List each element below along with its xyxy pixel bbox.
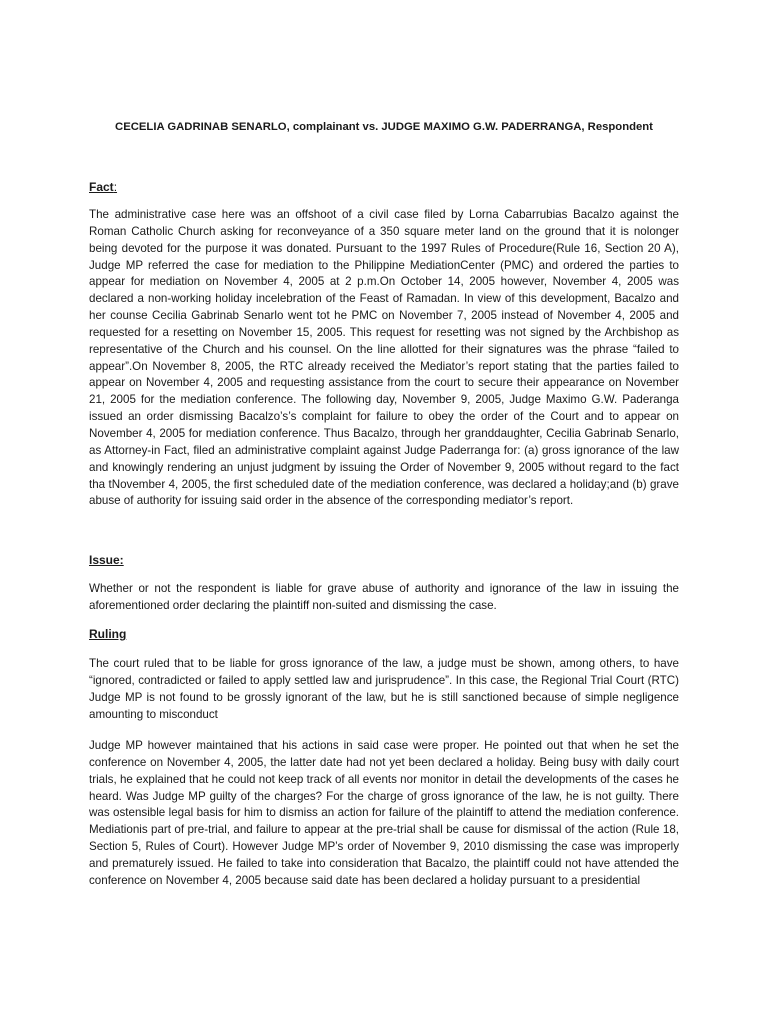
issue-paragraph: Whether or not the respondent is liable for grave abuse of authority and ignorance of the law in issuing the aforementioned order declaring the plaintiff non-suited and dismissing the case. <box>89 582 679 612</box>
ruling-paragraph-1: The court ruled that to be liable for gross ignorance of the law, a judge must be shown, among others, to have “ignored, contradicted or failed to apply settled law and jurisprudence”. In this case, the Regional Trial Court (RTC) Judge MP is not found to be grossly ignorant of the law, but he is still sanctioned because of simple negligence amounting to misconduct <box>89 657 679 721</box>
issue-heading: Issue: <box>89 553 124 567</box>
document-title: CECELIA GADRINAB SENARLO, complainant vs. JUDGE MAXIMO G.W. PADERRANGA, Respondent <box>115 121 653 133</box>
ruling-paragraph-2-container <box>89 738 679 906</box>
ruling-heading: Ruling <box>89 627 127 641</box>
fact-heading-colon: : <box>113 180 118 194</box>
fact-paragraph: The administrative case here was an offshoot of a civil case filed by Lorna Cabarrubias Bacalzo against the Roman Catholic Church asking for reconveyance of a 350 square meter land on the ground that it is nolonger being devoted for the purpose it was donated. Pursuant to the 1997 Rules of Procedure(Rule 16, Section 20 A), Judge MP referred the case for mediation to the Philippine MediationCenter (PMC) and ordered the parties to appear for mediation on November 4, 2005 at 2 p.m.On October 14, 2005 however, November 4, 2005 was declared a non-working holiday incelebration of the Feast of Ramadan. In view of this development, Bacalzo and her counse Cecilia Gabrinab Senarlo went tot he PMC on November 7, 2005 instead of November 4, 2005 and requested for a resetting on November 15, 2005. This request for resetting was not signed by the Archbishop as representative of the Church and his counsel. On the line allotted for their signatures was the phrase “failed to appear”.On November 8, 2005, the RTC already received the Mediator’s report stating that the parties failed to appear on November 4, 2005 and requesting assistance from the court to secure their appearance on November 21, 2005 for the mediation conference. The following day, November 9, 2005, Judge Maximo G.W. Paderanga issued an order dismissing Bacalzo’s’s complaint for failure to obey the order of the Court and to appear on November 4, 2005 for mediation conference. Thus Bacalzo, through her granddaughter, Cecilia Gabrinab Senarlo, as Attorney-in Fact, filed an administrative complaint against Judge Paderranga for: (a) gross ignorance of the law and knowingly rendering an unjust judgment by issuing the Order of November 9, 2005 without regard to the fact tha tNovember 4, 2005, the first scheduled date of the mediation conference, was declared a holiday;and (b) grave abuse of authority for issuing said order in the absence of the corresponding mediator’s report. <box>89 208 679 508</box>
fact-heading <box>89 179 117 196</box>
ruling-paragraph-2: Judge MP however maintained that his actions in said case were proper. He pointed out that when he set the conference on November 4, 2005, the latter date had not yet been declared a holiday. Being busy with daily court trials, he explained that he could not keep track of all events nor monitor in detail the developments of the cases he heard. Was Judge MP guilty of the charges? For the charge of gross ignorance of the law, he is not guilty. There was ostensible legal basis for him to dismiss an action for failure of the plaintiff to attend the mediation conference. Mediationis part of pre-trial, and failure to appear at the pre-trial shall be cause for dismissal of the action (Rule 18, Section 5, Rules of Court). However Judge MP’s order of November 9, 2010 dismissing the case was improperly and prematurely issued. He failed to take into consideration that Bacalzo, the plaintiff could not have attended the conference on November 4, 2005 because said date has been declared a holiday pursuant to a presidential <box>89 739 679 887</box>
fact-heading-label: Fact <box>89 180 114 194</box>
